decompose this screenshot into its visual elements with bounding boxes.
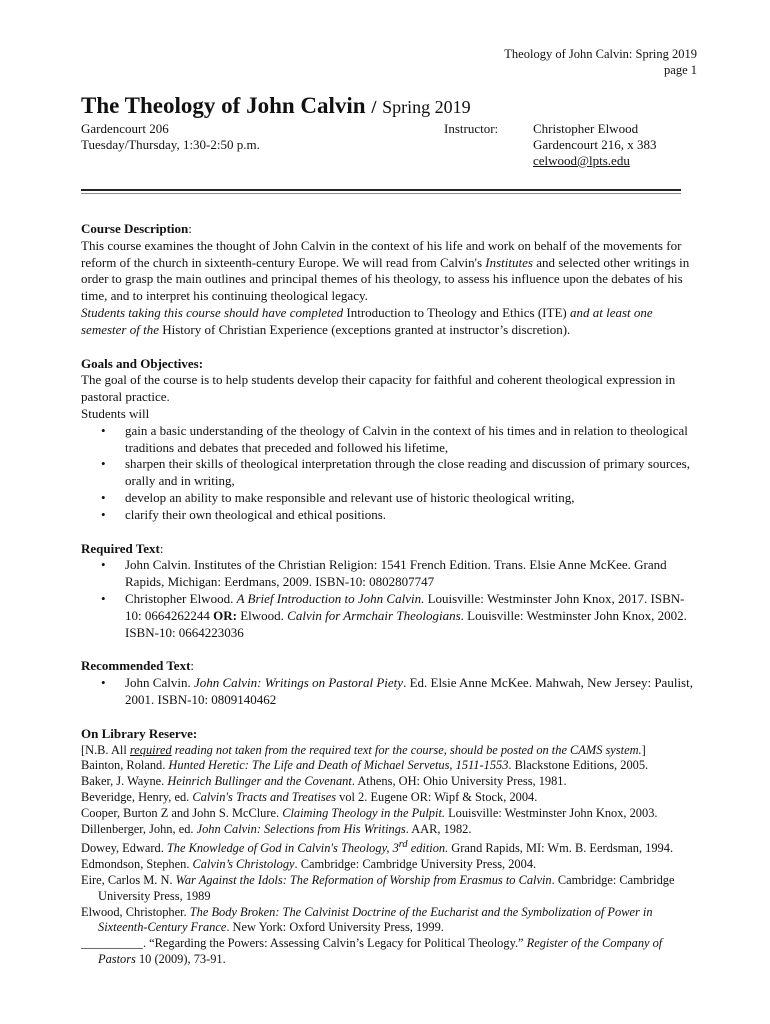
instructor-email-link[interactable]: celwood@lpts.edu [533,153,630,168]
library-reserve-heading: On Library Reserve: [81,725,198,741]
goals-intro: The goal of the course is to help students develop their capacity for faithful and coherent theological expression in pastoral practice. [81,372,676,405]
list-item: • clarify their own theological and ethical positions. [101,506,387,522]
bibliography-entry: Beveridge, Henry, ed. Calvin's Tracts and Treatises vol 2. Eugene OR: Wipf & Stock, 2004. [81,789,538,804]
course-prerequisites: Students taking this course should have completed Introduction to Theology and Ethics (ITE) and at least one semester of the History of Christian Experience (exceptions granted at instructor’s discretion). [81,304,653,337]
course-description-heading: Course Description: [81,221,192,236]
instructor-name: Christopher Elwood [533,121,639,136]
course-description-text: This course examines the thought of John Calvin in the context of his life and work on behalf of the movements for reform of the church in sixteenth-century Europe. We will read from Calvin's Institutes and selected other writings in order to grasp the main outlines and principal themes of his theology, to assess his influence upon the debates of his time, and to interpret his continuing theological legacy. [81,237,690,304]
recommended-text-section [81,658,693,708]
title-block [81,92,701,121]
bibliography-entry: Cooper, Burton Z and John S. McClure. Claiming Theology in the Pulpit. Louisville: Westminster John Knox, 2003. [81,805,658,820]
list-item: • sharpen their skills of theological interpretation through the close reading and discussion of primary sources, orally and in writing, [101,456,690,489]
course-schedule: Tuesday/Thursday, 1:30-2:50 p.m. [81,137,260,152]
recommended-text-list [81,675,693,709]
required-text-list [81,557,693,641]
course-location [81,121,260,153]
list-item: • John Calvin. John Calvin: Writings on Pastoral Piety. Ed. Elsie Anne McKee. Mahwah, New Jersey: Paulist, 2001. ISBN-10: 0809140462 [101,675,693,707]
bibliography-entry: Dillenberger, John, ed. John Calvin: Selections from His Writings. AAR, 1982. [81,821,472,836]
document-body [81,221,693,985]
list-item: • John Calvin. Institutes of the Christian Religion: 1541 French Edition. Trans. Elsie Anne McKee. Grand Rapids, Michigan: Eerdmans, 2009. ISBN-10: 0802807747 [101,557,667,590]
instructor-label: Instructor: [444,121,499,136]
course-room: Gardencourt 206 [81,121,169,136]
page-title [81,92,701,121]
bibliography-entry: Baker, J. Wayne. Heinrich Bullinger and the Covenant. Athens, OH: Ohio University Press, 1981. [81,774,567,789]
bibliography-entry: Edmondson, Stephen. Calvin’s Christology. Cambridge: Cambridge University Press, 2004. [81,857,537,872]
header-page-number: page 1 [664,63,697,77]
list-item: • develop an ability to make responsible and relevant use of historic theological writing, [101,489,575,505]
header-divider-shadow [81,193,681,194]
running-header [504,46,697,78]
header-divider [81,189,681,191]
required-text-section [81,541,693,642]
course-description-section [81,221,693,339]
library-reserve-note: [N.B. All required reading not taken from the required text for the course, should be posted on the CAMS system.] [81,742,646,757]
instructor-details [533,121,656,169]
list-item: • gain a basic understanding of the theology of Calvin in the context of his times and in relation to theological traditions and debates that preceded and followed his lifetime, [101,422,688,455]
header-course-line: Theology of John Calvin: Spring 2019 [504,47,697,61]
recommended-text-heading: Recommended Text: [81,658,195,674]
bibliography-entry: __________. “Regarding the Powers: Assessing Calvin’s Legacy for Political Theology.” Register of the Company of Pastors 10 (2009), 73-91. [81,936,663,966]
bibliography-entry: Eire, Carlos M. N. War Against the Idols: The Reformation of Worship from Erasmus to Calvin. Cambridge: Cambridge University Press, 1989 [81,873,675,903]
title-separator: / [371,97,377,117]
goals-heading: Goals and Objectives: [81,355,204,371]
title-main: The Theology of John Calvin [81,93,366,118]
goals-list [81,423,693,524]
goals-students-will: Students will [81,405,150,421]
title-term: Spring 2019 [382,97,471,117]
goals-section [81,356,693,524]
list-item: • Christopher Elwood. A Brief Introduction to John Calvin. Louisville: Westminster John Knox, 2017. ISBN-10: 0664262244 OR: Elwood. Calvin for Armchair Theologians. Louisville: Westminster John Knox, 2002. ISBN-10: 0664223036 [101,590,687,640]
course-info [81,121,701,173]
required-text-heading: Required Text: [81,540,164,556]
bibliography-entry: Dowey, Edward. The Knowledge of God in Calvin's Theology, 3rd edition. Grand Rapids, MI: Wm. B. Eerdsman, 1994. [81,839,674,856]
instructor-office: Gardencourt 216, x 383 [533,137,657,152]
library-reserve-section [81,726,693,968]
bibliography-entry: Bainton, Roland. Hunted Heretic: The Life and Death of Michael Servetus, 1511-1553. Blackstone Editions, 2005. [81,758,649,773]
bibliography-entry: Elwood, Christopher. The Body Broken: The Calvinist Doctrine of the Eucharist and the Symbolization of Power in Sixteenth-Century France. New York: Oxford University Press, 1999. [81,904,653,935]
